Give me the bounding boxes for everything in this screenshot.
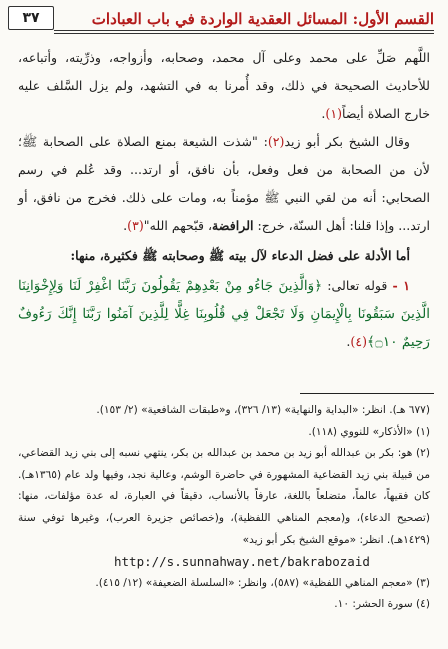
footnote-separator: [300, 393, 434, 394]
footnote-2: (٢) هو: بكر بن عبدالله أبو زيد بن محمد بن عبدالله بن بكر، ينتهي نسبه إلى بني زيد القضاعي، من قبيلة بني زيد القضاعية المشهورة في حاضرة الوشم، وعالية نجد، وفيها ولد عام (١٣٦٥هـ). كان فقيهاً، عالماً، متضلعاً باللغة، عارفاً بالأنساب، دقيقاً في العبارة، له عدة مؤلفات، منها: (تصحيح الدعاء)، و(معجم المناهي اللفظية)، و(خصائص جزيرة العرب)، وغيرها توفي سنة (١٤٢٩هـ). انظر: «موقع الشيخ بكر أبو زيد»: [18, 447, 430, 546]
page-number: ٣٧: [8, 6, 54, 30]
evidence-heading-text: أما الأدلة على فضل الدعاء لآل بيته ﷺ وصحابته ﷺ فكثيرة، منها:: [70, 248, 410, 263]
footnote-4: (٤) سورة الحشر: ١٠.: [334, 598, 430, 611]
footnote-continued: (٦٧٧ هـ). انظر: «البداية والنهاية» (١٣/ ٣٢٦)، و«طبقات الشافعية» (٢/ ١٥٣).: [96, 404, 430, 416]
quote-emphasis: الرافضة: [212, 218, 254, 233]
evidence-heading: [18, 242, 430, 270]
item-number: ١ -: [392, 278, 410, 293]
quote-text: : "شذت الشيعة بمنع الصلاة على الصحابة ﷺ؛ لأن من الصحابة من فعل وفعل، بأن نافق، أو ارتد... وقد عُلم في رسم الصحابي: أنه من لقي النبي ﷺ مؤمناً به، ومات على ذلك. فخرج من نافق، أو ارتد... وإذا قلنا: أهل السنّة، خرج:: [18, 134, 430, 233]
footnote-3: (٣) «معجم المناهي اللفظية» (٥٨٧)، وانظر: «السلسلة الضعيفة» (١٢/ ٤١٥).: [95, 576, 430, 589]
quote-intro: وقال الشيخ بكر أبو زيد: [284, 134, 411, 149]
evidence-item-1: ١ - قوله تعالى: ﴿وَالَّذِينَ جَاءُو مِنْ بَعْدِهِمْ يَقُولُونَ رَبَّنَا اغْفِرْ لَنَا وَلِإِخْوَانِنَا الَّذِينَ سَبَقُونَا بِالْإِيمَانِ وَلَا تَجْعَلْ فِي قُلُوبِنَا غِلًّا لِلَّذِينَ آمَنُوا رَبَّنَا إِنَّكَ رَءُوفٌ رَحِيمٌ ۝١٠﴾(٤).: [18, 278, 430, 350]
running-title: القسم الأول: المسائل العقدية الواردة في باب العبادات: [91, 10, 434, 28]
main-text: [18, 44, 430, 356]
quran-verse: ﴿وَالَّذِينَ جَاءُو مِنْ بَعْدِهِمْ يَقُولُونَ رَبَّنَا اغْفِرْ لَنَا وَلِإِخْوَانِنَا الَّذِينَ سَبَقُونَا بِالْإِيمَانِ وَلَا تَجْعَلْ فِي قُلُوبِنَا غِلًّا لِلَّذِينَ آمَنُوا رَبَّنَا إِنَّكَ رَءُوفٌ رَحِيمٌ ۝١٠﴾: [18, 278, 430, 350]
paragraph-salawat: اللَّهم صَلِّ على محمد وعلى آل محمد، وصحابه، وأزواجه، وذرِّيته، وأتباعه، للأحاديث الصحيحة في ذلك، وقد أُمرنا به في التشهد، ولم يزل السَّلف عليه خارج الصلاة أيضاً(١).: [18, 50, 430, 121]
item-intro: قوله تعالى:: [327, 278, 388, 293]
footnote-ref-3[interactable]: (٣): [127, 218, 144, 233]
quote-end: ، قبّحهم الله": [143, 218, 213, 233]
footnote-1: (١) «الأذكار» للنووي (١١٨).: [308, 425, 430, 438]
footnote-2-link[interactable]: http://s.sunnahway.net/bakrabozaid: [114, 554, 370, 570]
footnote-ref-1[interactable]: (١): [325, 106, 343, 121]
footnotes: [18, 400, 430, 616]
paragraph-quote: وقال الشيخ بكر أبو زيد(٢): "شذت الشيعة بمنع الصلاة على الصحابة ﷺ؛ لأن من الصحابة من فعل وفعل، بأن نافق، أو ارتد... وقد عُلم في رسم الصحابي: أنه من لقي النبي ﷺ مؤمناً به، ومات على ذلك. فخرج من نافق، أو ارتد... وإذا قلنا: أهل السنّة، خرج: الرافضة، قبّحهم الله"(٣).: [18, 134, 430, 233]
footnote-ref-4[interactable]: (٤): [350, 334, 367, 349]
footnote-ref-2[interactable]: (٢): [267, 134, 285, 149]
paragraph-salawat-text: اللَّهم صَلِّ على محمد وعلى آل محمد، وصحابه، وأزواجه، وذرِّيته، وأتباعه، للأحاديث الصحيحة في ذلك، وقد أُمرنا به في التشهد، ولم يزل السَّلف عليه خارج الصلاة أيضاً: [18, 50, 430, 121]
page-header: [8, 6, 434, 34]
header-rule: [54, 30, 434, 34]
